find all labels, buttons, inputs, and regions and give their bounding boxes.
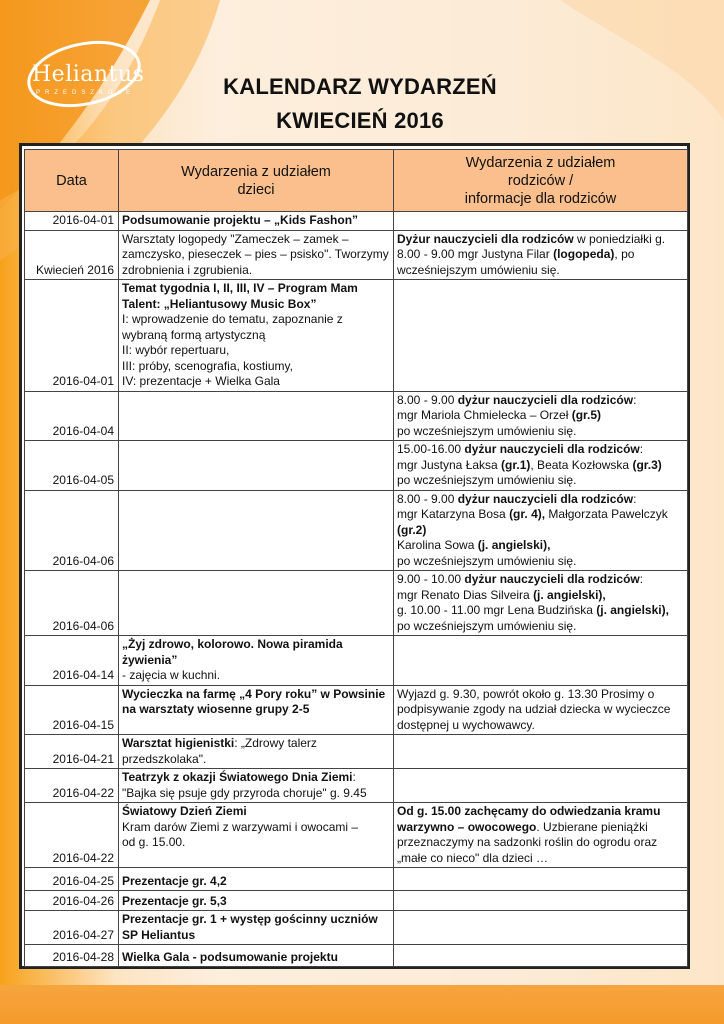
- bold-text: Światowy Dzień Ziemi: [122, 804, 247, 818]
- bold-text: (gr.3): [632, 457, 662, 472]
- cell-line: [122, 281, 390, 312]
- cell-line: [397, 538, 684, 554]
- bold-text: Wielka Gala - podsumowanie projektu: [122, 949, 338, 964]
- cell-parents-info: [394, 911, 688, 945]
- text: Kram darów Ziemi z warzywami i owocami –: [122, 819, 359, 834]
- cell-date: 2016-04-15: [25, 685, 119, 735]
- text: mgr Katarzyna Bosa: [397, 507, 510, 521]
- bold-text: (j. angielski),: [533, 587, 606, 602]
- cell-line: [122, 637, 390, 668]
- bold-text: (gr.5): [571, 408, 602, 422]
- cell-line: [397, 424, 684, 440]
- text: w poniedziałki g. 8.00 - 9.00 mgr Justyna Filar: [397, 231, 666, 261]
- bold-text: Dyżur nauczycieli dla rodziców: [397, 231, 574, 246]
- bold-text: dyżur nauczycieli dla rodziców: [464, 572, 640, 586]
- table-row: [25, 230, 688, 280]
- cell-line: [122, 312, 390, 343]
- text: IV: prezentacje + Wielka Gala: [122, 374, 280, 388]
- logo-text: Heliantus: [32, 62, 145, 87]
- bold-text: „Żyj zdrowo, kolorowo. Nowa piramida żywienia”: [122, 637, 343, 667]
- bold-text: Od g. 15.00 zachęcamy do odwiedzania kramu warzywno – owocowego: [397, 804, 661, 834]
- cell-parents-info: [394, 945, 688, 967]
- cell-line: [397, 619, 684, 635]
- header-date: Data: [25, 150, 119, 212]
- cell-children-event: [119, 911, 394, 945]
- table-row: [25, 490, 688, 571]
- bold-text: Podsumowanie projektu – „Kids Fashon”: [122, 213, 359, 227]
- heliantus-logo: [22, 40, 145, 110]
- text: Warsztaty logopedy "Zameczek – zamek – zamczysko, pieseczek – pies – psisko". Tworzymy zdrobnienia i zgrubienia.: [122, 231, 389, 277]
- cell-children-event: [119, 571, 394, 636]
- table-row: [25, 391, 688, 441]
- table-row: [25, 891, 688, 911]
- text: po wcześniejszym umówieniu się.: [397, 618, 577, 633]
- bold-text: Warsztat higienistki: [122, 736, 235, 750]
- text: II: wybór repertuaru,: [122, 343, 230, 357]
- text: po wcześniejszym umówieniu się.: [397, 473, 577, 487]
- cell-parents-info: [394, 230, 688, 280]
- cell-date: 2016-04-22: [25, 769, 119, 803]
- cell-date: 2016-04-06: [25, 571, 119, 636]
- cell-line: [122, 668, 390, 684]
- text: :: [639, 572, 644, 586]
- text: po wcześniejszym umówieniu się.: [397, 423, 577, 438]
- cell-children-event: [119, 803, 394, 868]
- cell-line: [397, 603, 684, 619]
- cell-date: 2016-04-05: [25, 441, 119, 491]
- cell-date: 2016-04-01: [25, 212, 119, 231]
- cell-parents-info: [394, 769, 688, 803]
- cell-children-event: [119, 945, 394, 967]
- cell-date: 2016-04-06: [25, 490, 119, 571]
- text: 8.00 - 9.00: [397, 392, 458, 407]
- cell-date: 2016-04-14: [25, 636, 119, 686]
- cell-date: 2016-04-25: [25, 868, 119, 891]
- text: mgr Renato Dias Silveira: [397, 587, 534, 602]
- cell-parents-info: [394, 636, 688, 686]
- table-row: [25, 685, 688, 735]
- logo-subtext: PRZEDSZKOLE: [36, 90, 136, 96]
- cell-line: [397, 588, 684, 604]
- header-children: Wydarzenia z udziałem dzieci: [119, 150, 394, 212]
- bold-text: dyżur nauczycieli dla rodziców: [464, 442, 640, 456]
- text: I: wprowadzenie do tematu, zapoznanie z wybraną formą artystyczną: [122, 312, 343, 342]
- cell-line: [122, 820, 390, 836]
- text: po wcześniejszym umówieniu się.: [397, 553, 577, 568]
- text: III: próby, scenografia, kostiumy,: [122, 358, 293, 373]
- cell-parents-info: [394, 735, 688, 769]
- bold-text: Prezentacje gr. 1 + występ gościnny uczniów SP Heliantus: [122, 912, 378, 942]
- cell-parents-info: [394, 490, 688, 571]
- cell-line: [122, 374, 390, 390]
- table-row: [25, 911, 688, 945]
- header-parents: Wydarzenia z udziałem rodziców / informacje dla rodziców: [394, 150, 688, 212]
- text: - zajęcia w kuchni.: [122, 668, 221, 682]
- cell-line: [397, 473, 684, 489]
- bold-text: (j. angielski),: [477, 538, 551, 552]
- cell-children-event: [119, 230, 394, 280]
- cell-children-event: [119, 636, 394, 686]
- cell-line: [122, 359, 390, 375]
- cell-line: [397, 393, 684, 409]
- table-row: [25, 868, 688, 891]
- footer-band: [0, 985, 724, 1024]
- cell-line: [122, 835, 390, 851]
- cell-date: 2016-04-04: [25, 391, 119, 441]
- cell-parents-info: [394, 441, 688, 491]
- cell-line: [397, 572, 684, 588]
- cell-line: [397, 507, 684, 538]
- cell-line: [397, 442, 684, 458]
- bold-text: Prezentacje gr. 4,2: [122, 873, 227, 888]
- cell-line: [397, 554, 684, 570]
- text: , Beata Kozłowska: [530, 457, 633, 472]
- cell-date: 2016-04-21: [25, 735, 119, 769]
- cell-children-event: [119, 280, 394, 392]
- cell-parents-info: [394, 280, 688, 392]
- cell-date: 2016-04-01: [25, 280, 119, 392]
- table-row: [25, 636, 688, 686]
- text: Karolina Sowa: [397, 538, 478, 552]
- text: , po wcześniejszym umówieniu się.: [397, 247, 635, 277]
- cell-line: [122, 343, 390, 359]
- page-title: KALENDARZ WYDARZEŃ: [223, 74, 497, 99]
- table-row: [25, 803, 688, 868]
- cell-date: 2016-04-26: [25, 891, 119, 911]
- cell-children-event: [119, 490, 394, 571]
- cell-parents-info: [394, 868, 688, 891]
- cell-children-event: [119, 391, 394, 441]
- table-row: [25, 571, 688, 636]
- text: 15.00-16.00: [397, 442, 465, 456]
- text: mgr Mariola Chmielecka – Orzeł: [397, 408, 572, 422]
- cell-children-event: [119, 685, 394, 735]
- text: g. 10.00 - 11.00 mgr Lena Budzińska: [397, 603, 597, 617]
- text: od g. 15.00.: [122, 835, 186, 849]
- cell-parents-info: [394, 685, 688, 735]
- bold-text: (gr.2): [397, 522, 427, 537]
- text: Małgorzata Pawelczyk: [545, 507, 668, 521]
- text: :: [633, 491, 637, 506]
- bold-text: (gr. 4),: [509, 507, 546, 521]
- text: 8.00 - 9.00: [397, 491, 458, 506]
- bold-text: Prezentacje gr. 5,3: [122, 893, 227, 908]
- table-row: [25, 735, 688, 769]
- cell-children-event: [119, 868, 394, 891]
- cell-line: [122, 687, 390, 718]
- bold-text: Teatrzyk z okazji Światowego Dnia Ziemi: [122, 770, 353, 784]
- cell-line: [397, 408, 684, 424]
- calendar-table: [24, 149, 688, 967]
- text: :: [639, 442, 644, 456]
- cell-children-event: [119, 769, 394, 803]
- cell-children-event: [119, 735, 394, 769]
- cell-date: 2016-04-28: [25, 945, 119, 967]
- cell-date: Kwiecień 2016: [25, 230, 119, 280]
- bold-text: Temat tygodnia I, II, III, IV – Program Mam Talent: „Heliantusowy Music Box”: [122, 281, 358, 311]
- cell-line: [397, 492, 684, 508]
- cell-children-event: [119, 212, 394, 231]
- text: : „Zdrowy talerz przedszkolaka".: [122, 736, 317, 766]
- cell-line: [122, 804, 390, 820]
- text: :: [633, 392, 637, 407]
- text: mgr Justyna Łaksa: [397, 457, 502, 472]
- text: 9.00 - 10.00: [397, 572, 465, 586]
- table-row: [25, 441, 688, 491]
- cell-parents-info: [394, 391, 688, 441]
- bold-text: (logopeda): [553, 247, 615, 261]
- bold-text: dyżur nauczycieli dla rodziców: [457, 392, 634, 407]
- bold-text: (gr.1): [501, 457, 531, 472]
- bold-text: (j. angielski),: [596, 603, 669, 617]
- table-row: [25, 280, 688, 392]
- cell-date: 2016-04-27: [25, 911, 119, 945]
- table-row: [25, 945, 688, 967]
- cell-line: [397, 458, 684, 474]
- text: . Uzbierane pieniążki przeznaczymy na sadzonki roślin do ogrodu oraz „małe co nieco" dla dzieci …: [397, 819, 658, 865]
- cell-parents-info: [394, 891, 688, 911]
- bold-text: dyżur nauczycieli dla rodziców: [457, 491, 634, 506]
- text: : "Bajka się psuje gdy przyroda choruje" g. 9.45: [122, 770, 367, 800]
- page-subtitle: KWIECIEŃ 2016: [276, 108, 444, 133]
- cell-parents-info: [394, 212, 688, 231]
- cell-date: 2016-04-22: [25, 803, 119, 868]
- cell-children-event: [119, 891, 394, 911]
- text: Wyjazd g. 9.30, powrót około g. 13.30 Prosimy o podpisywanie zgody na udział dziecka w wycieczce dostępnej u wychowawcy.: [397, 686, 671, 732]
- cell-parents-info: [394, 803, 688, 868]
- cell-parents-info: [394, 571, 688, 636]
- bold-text: Wycieczka na farmę „4 Pory roku” w Powsinie na warsztaty wiosenne grupy 2-5: [122, 686, 386, 716]
- cell-children-event: [119, 441, 394, 491]
- table-row: [25, 769, 688, 803]
- table-row: [25, 212, 688, 231]
